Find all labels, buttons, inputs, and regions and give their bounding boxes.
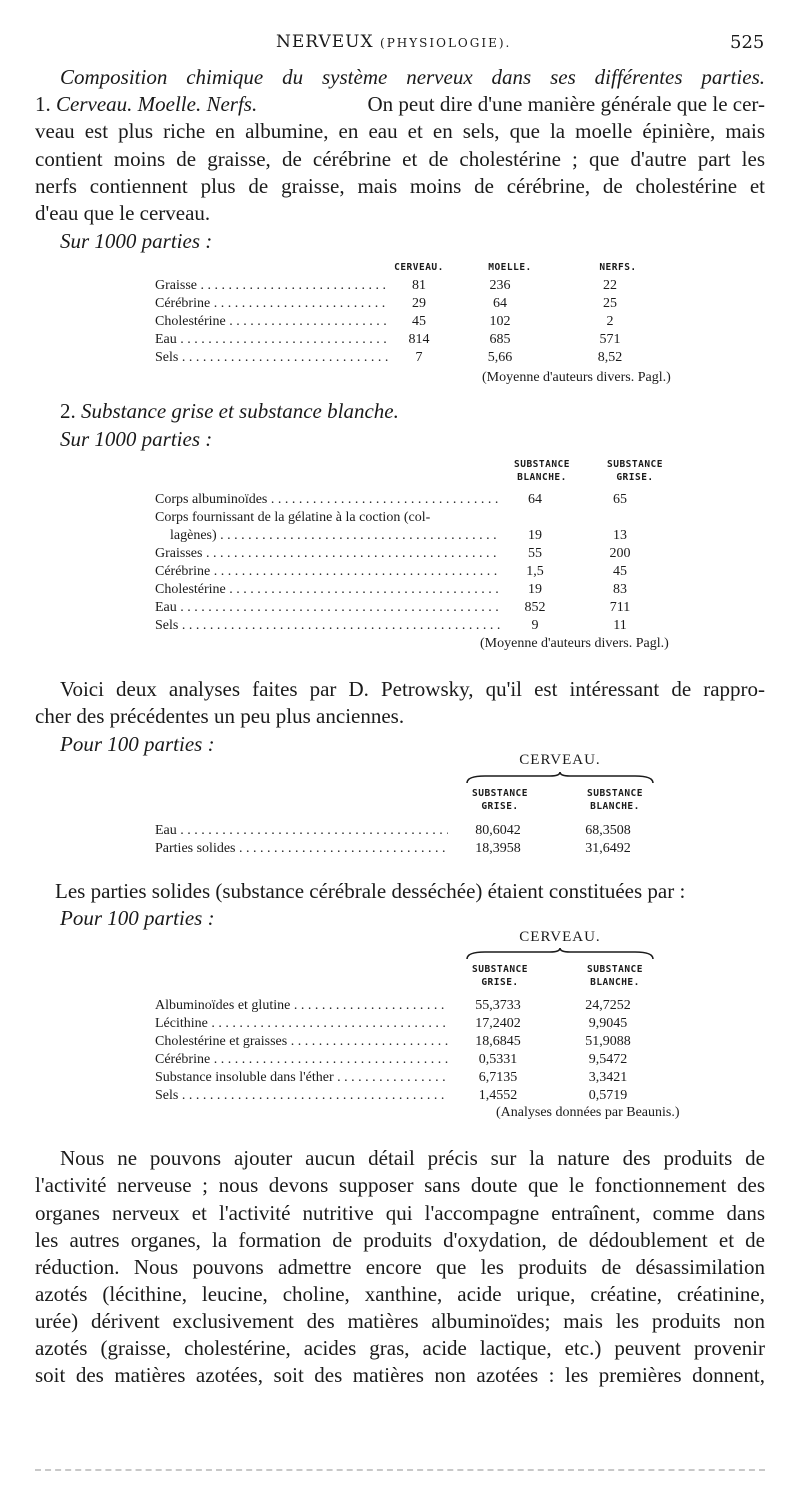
- cell-value: 25: [603, 296, 617, 311]
- header-title: NERVEUX: [276, 32, 374, 52]
- row-label: Substance insoluble dans l'éther . . .: [155, 1069, 448, 1087]
- table-row: [155, 1051, 668, 1069]
- column-group-label: CERVEAU.: [519, 752, 601, 768]
- footer-divider: [35, 1469, 765, 1471]
- table-row: [155, 599, 670, 617]
- cell-value: 9: [531, 618, 539, 633]
- row-label: Eau . . .: [155, 599, 500, 617]
- cell-value: 685: [489, 332, 511, 347]
- column-header-line: BLANCHE.: [517, 472, 567, 483]
- column-header-line: BLANCHE.: [590, 801, 640, 812]
- cell-value: 22: [603, 278, 617, 293]
- running-header: [276, 32, 511, 52]
- table-row: [155, 527, 670, 545]
- cell-value: 19: [528, 582, 542, 597]
- section-title: Composition chimique du système nerveux dans ses différentes parties.: [60, 65, 765, 89]
- paragraph-line: Les parties solides (substance cérébrale desséchée) étaient constituées par :: [55, 879, 686, 903]
- paragraph-line: cher des précédentes un peu plus anciennes.: [35, 704, 405, 728]
- cell-value: 18,3958: [475, 841, 521, 856]
- cell-value: 200: [609, 546, 631, 561]
- row-label: Cholestérine et graisses . . .: [155, 1033, 448, 1051]
- cell-value: 236: [489, 278, 511, 293]
- paragraph-line: Nous ne pouvons ajouter aucun détail précis sur la nature des produits de: [60, 1146, 765, 1170]
- column-header: [455, 787, 545, 813]
- cell-value: 814: [408, 332, 430, 347]
- column-header-line: SUBSTANCE: [472, 964, 528, 975]
- table-row: [155, 491, 670, 509]
- page-number: 525: [730, 32, 765, 53]
- cell-value: 68,3508: [585, 823, 631, 838]
- table-source: (Analyses données par Beaunis.): [496, 1105, 680, 1120]
- column-header: NERFS.: [599, 262, 637, 273]
- cell-value: 45: [613, 564, 627, 579]
- row-label: Eau . . .: [155, 822, 448, 840]
- cell-value: 2: [606, 314, 614, 329]
- cell-value: 8,52: [597, 350, 623, 365]
- cell-value: 0,5719: [588, 1088, 628, 1103]
- cell-value: 24,7252: [585, 998, 631, 1013]
- cell-value: 55,3733: [475, 998, 521, 1013]
- section-number: 2.: [60, 399, 76, 423]
- table-row: [155, 822, 668, 840]
- row-label: Graisse . . .: [155, 277, 388, 295]
- row-label: Sels . . .: [155, 617, 500, 635]
- cell-value: 6,7135: [478, 1070, 518, 1085]
- paragraph-line: nerfs contiennent plus de graisse, mais moins de cérébrine, de cholestérine et: [35, 174, 765, 198]
- row-label: lagènes) . . .: [155, 527, 500, 545]
- cell-value: 711: [609, 600, 631, 615]
- table-row: [155, 840, 668, 858]
- cell-value: 55: [528, 546, 542, 561]
- table-intro: Sur 1000 parties :: [60, 229, 213, 253]
- row-label: Eau . . .: [155, 331, 388, 349]
- column-header: [455, 963, 545, 989]
- row-label: Albuminoïdes et glutine . . .: [155, 997, 448, 1015]
- table-intro: Sur 1000 parties :: [60, 427, 213, 451]
- cell-value: 571: [599, 332, 621, 347]
- column-group-label: CERVEAU.: [519, 929, 601, 945]
- column-header: CERVEAU.: [394, 262, 444, 273]
- table-row: [155, 545, 670, 563]
- cell-value: 9,9045: [588, 1016, 628, 1031]
- cell-value: 81: [412, 278, 426, 293]
- row-label: Lécithine . . .: [155, 1015, 448, 1033]
- row-label: Cérébrine . . .: [155, 563, 500, 581]
- cell-value: 19: [528, 528, 542, 543]
- paragraph-line: azotés (graisse, cholestérine, acides gras, acide lactique, etc.) peuvent provenir: [35, 1336, 765, 1360]
- subsection-title: Cerveau. Moelle. Nerfs.: [56, 92, 258, 116]
- column-header-line: SUBSTANCE: [472, 788, 528, 799]
- section-number: 1.: [35, 92, 51, 116]
- cell-value: 9,5472: [588, 1052, 628, 1067]
- table-row: [155, 1015, 668, 1033]
- column-header-line: SUBSTANCE: [587, 964, 643, 975]
- table-source: (Moyenne d'auteurs divers. Pagl.): [480, 636, 669, 651]
- table-intro: Pour 100 parties :: [60, 732, 215, 756]
- cell-value: 83: [613, 582, 627, 597]
- cell-value: 1,4552: [478, 1088, 518, 1103]
- cell-value: 65: [613, 492, 627, 507]
- paragraph-line: réduction. Nous pouvons admettre encore que les produits de désassimilation: [35, 1255, 765, 1279]
- row-label: Cholestérine . . .: [155, 581, 500, 599]
- cell-value: 3,3421: [588, 1070, 628, 1085]
- cell-value: 45: [412, 314, 426, 329]
- paragraph-line: azotés (lécithine, leucine, choline, xanthine, acide urique, créatine, créatinine,: [35, 1282, 765, 1306]
- section-title: Substance grise et substance blanche.: [81, 399, 399, 423]
- paragraph-text: On peut dire d'une manière générale que le cer-: [367, 92, 765, 116]
- table-row: [155, 563, 670, 581]
- row-label: Corps albuminoïdes . . .: [155, 491, 500, 509]
- header-subtitle: (PHYSIOLOGIE).: [380, 36, 512, 50]
- paragraph-line: l'activité nerveuse ; nous devons supposer sans doute que le fonctionnement des: [35, 1173, 765, 1197]
- cell-value: 5,66: [487, 350, 513, 365]
- cell-value: 51,9088: [585, 1034, 631, 1049]
- cell-value: 7: [415, 350, 423, 365]
- table-row: [155, 617, 670, 635]
- table-row: [155, 509, 500, 527]
- cell-value: 852: [524, 600, 546, 615]
- paragraph-line: les autres organes, la formation de produits d'oxydation, de dédoublement et de: [35, 1228, 765, 1252]
- cell-value: 64: [493, 296, 507, 311]
- row-label: Cérébrine . . .: [155, 1051, 448, 1069]
- row-label: Sels . . .: [155, 1087, 448, 1105]
- column-header-line: SUBSTANCE: [587, 788, 643, 799]
- paragraph-line: Voici deux analyses faites par D. Petrowsky, qu'il est intéressant de rappro-: [60, 677, 765, 701]
- column-header: [570, 787, 660, 813]
- paragraph-line: d'eau que le cerveau.: [35, 201, 211, 225]
- table-intro: Pour 100 parties :: [60, 906, 215, 930]
- row-label: Graisses . . .: [155, 545, 500, 563]
- table-source: (Moyenne d'auteurs divers. Pagl.): [482, 370, 671, 385]
- cell-value: 0,5331: [478, 1052, 518, 1067]
- column-header: [570, 963, 660, 989]
- cell-value: 64: [528, 492, 542, 507]
- column-header-line: GRISE.: [616, 472, 654, 483]
- brace-icon: [465, 947, 655, 961]
- section-heading: [60, 398, 399, 424]
- column-header: MOELLE.: [488, 262, 532, 273]
- row-label: Sels . . .: [155, 349, 388, 367]
- column-header: [502, 458, 582, 484]
- cell-value: 18,6845: [475, 1034, 521, 1049]
- column-header-line: SUBSTANCE: [607, 459, 663, 470]
- table-row: [155, 1087, 668, 1105]
- paragraph-line: veau est plus riche en albumine, en eau et en sels, que la moelle épinière, mais: [35, 119, 765, 143]
- row-label: Cholestérine . . .: [155, 313, 388, 331]
- paragraph-line: [35, 91, 765, 117]
- column-header-line: SUBSTANCE: [514, 459, 570, 470]
- cell-value: 13: [613, 528, 627, 543]
- table-row: [155, 313, 670, 331]
- brace-icon: [465, 771, 655, 785]
- table-row: [155, 997, 668, 1015]
- table-row: [155, 277, 670, 295]
- row-label: Corps fournissant de la gélatine à la coction (col-: [155, 510, 431, 525]
- table-row: [155, 295, 670, 313]
- column-header-line: GRISE.: [481, 801, 519, 812]
- cell-value: 17,2402: [475, 1016, 521, 1031]
- column-header: [595, 458, 675, 484]
- paragraph-line: contient moins de graisse, de cérébrine et de cholestérine ; que d'autre part les: [35, 147, 765, 171]
- table-row: [155, 1069, 668, 1087]
- cell-value: 80,6042: [475, 823, 521, 838]
- table-row: [155, 349, 670, 367]
- row-label: Cérébrine . . .: [155, 295, 388, 313]
- cell-value: 31,6492: [585, 841, 631, 856]
- row-label: Parties solides . . .: [155, 840, 448, 858]
- cell-value: 11: [613, 618, 627, 633]
- cell-value: 1,5: [526, 564, 544, 579]
- paragraph-line: soit des matières azotées, soit des matières non azotées : les premières donnent,: [35, 1363, 765, 1387]
- table-row: [155, 331, 670, 349]
- paragraph-line: organes nerveux et l'activité nutritive qui l'accompagne entraînent, comme dans: [35, 1201, 765, 1225]
- table-row: [155, 581, 670, 599]
- paragraph-line: urée) dérivent exclusivement des matières albuminoïdes; mais les produits non: [35, 1309, 765, 1333]
- table-row: [155, 1033, 668, 1051]
- column-header-line: GRISE.: [481, 977, 519, 988]
- cell-value: 29: [412, 296, 426, 311]
- cell-value: 102: [489, 314, 511, 329]
- column-header-line: BLANCHE.: [590, 977, 640, 988]
